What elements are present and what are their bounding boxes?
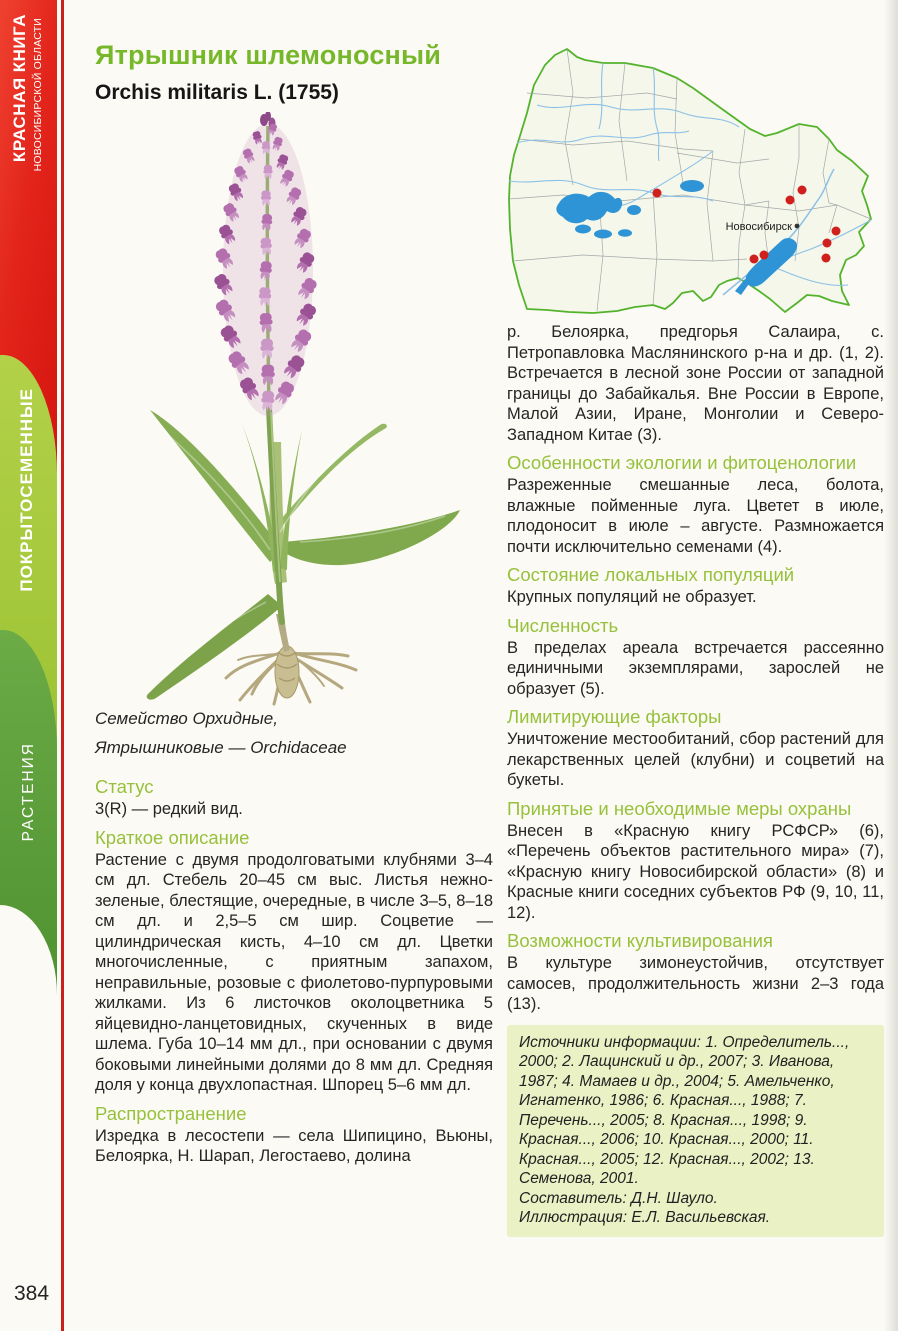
occurrence-dot <box>822 254 831 263</box>
compiler-credit: Составитель: Д.Н. Шауло. <box>519 1189 718 1207</box>
section-heading-distribution: Распространение <box>95 1102 247 1124</box>
family-line-1: Семейство Орхидные, <box>95 709 278 728</box>
right-column <box>507 322 884 1237</box>
section-heading-description: Краткое описание <box>95 826 250 848</box>
occurrence-dot <box>750 255 759 264</box>
section-body-distribution: Изредка в лесостепи — села Шипицино, Вьюны, Белоярка, Н. Шарап, Легостаево, долина <box>95 1126 493 1165</box>
section-heading-local-populations: Состояние локальных популяций <box>507 564 795 585</box>
section-body-protection-measures: Внесен в «Красную книгу РСФСР» (6), «Перечень объектов растительного мира» (7), «Красную книгу Новосибирской области» (8) и Красные книги соседних субъектов РФ (9, 10, 11, 12). <box>507 821 884 922</box>
occurrence-dot <box>653 189 662 198</box>
sidebar-category-plants: РАСТЕНИЯ <box>20 742 37 842</box>
sources-box <box>507 1025 884 1237</box>
illustrator-credit: Иллюстрация: Е.Л. Васильевская. <box>519 1209 771 1226</box>
occurrence-dot <box>798 186 807 195</box>
section-heading-status: Статус <box>95 776 154 797</box>
section-heading-ecology: Особенности экологии и фитоценологии <box>507 452 857 473</box>
section-heading-abundance: Численность <box>507 614 619 636</box>
sources-text: Источники информации: 1. Определитель..., 2000; 2. Лащинский и др., 2007; 3. Иванова, 1987; 4. Мамаев и др., 2004; 5. Амельченко, Игнатенко, 1986; 6. Красная..., 1988; 7. Перечень..., 2005; 8. Красная..., 1998; 9. Красная..., 2006; 10. Красная..., 2000; 11. Красная..., 2005; 12. Красная..., 2002; 13. Семенова, 2001. <box>519 1033 850 1187</box>
plant-tuber <box>275 646 299 698</box>
red-vertical-rule <box>61 0 64 1331</box>
plant-inflorescence <box>212 112 319 416</box>
section-body-status: 3(R) — редкий вид. <box>95 800 243 818</box>
sidebar-section-angiosperms: ПОКРЫТОСЕМЕННЫЕ <box>17 388 36 592</box>
family-line-2: Ятрышниковые — Orchidaceae <box>95 738 347 757</box>
plant-illustration <box>90 112 470 708</box>
section-body-ecology: Разреженные смешанные леса, болота, влажные пойменные луга. Цветет в июле, плодоносит в июле – августе. Размножается почти исключительно семенами (4). <box>507 476 884 556</box>
species-latin-name: Orchis militaris L. (1755) <box>95 81 339 104</box>
occurrence-dot <box>786 196 795 205</box>
city-marker <box>795 224 800 229</box>
book-subtitle-vertical: НОВОСИБИРСКОЙ ОБЛАСТИ <box>32 18 44 172</box>
occurrence-dot <box>823 239 832 248</box>
city-label: Новосибирск <box>725 221 792 233</box>
section-heading-protection-measures: Принятые и необходимые меры охраны <box>507 797 852 819</box>
left-column <box>95 704 493 1168</box>
book-title-vertical: КРАСНАЯ КНИГА <box>10 14 29 163</box>
section-body-abundance: В пределах ареала встречается рассеянно единичными экземплярами, зарослей не образует (5). <box>507 638 884 698</box>
section-body-description: Растение с двумя продолговатыми клубнями 3–4 см дл. Стебель 20–45 см выс. Листья нежно-зеленые, блестящие, очередные, в числе 3–5, 8–18 см дл. и 2,5–5 см шир. Соцветие — цилиндрическая кисть, 4–10 см дл. Цветки многочисленные, с приятным запахом, неправильные, розовые с фиолетово-пурпуровыми жилками. Из 6 листочков околоцветника 5 яйцевидно-ланцетовидных, скученных в виде шлема. Губа 10–14 мм дл., при основании с двумя боковыми линейными долями до 8 мм дл. Средняя доля у конца двухлопастная. Шпорец 5–6 мм дл. <box>95 850 493 1094</box>
species-title: Ятрышник шлемоносный <box>95 40 442 70</box>
occurrence-dot <box>832 227 841 236</box>
distribution-continuation: р. Белоярка, предгорья Салаира, с. Петропавловка Маслянинского р-на и др. (1, 2). Встречается в лесной зоне России от западной границы до Забайкалья. Вне России в Европе, Малой Азии, Иране, Монголии и Северо-Западном Китае (3). <box>507 323 884 444</box>
occurrence-dot <box>760 251 769 260</box>
section-body-cultivation: В культуре зимонеустойчив, отсутствует самосев, продолжительность жизни 2–3 года (13). <box>507 954 884 1013</box>
section-heading-limiting-factors: Лимитирующие факторы <box>507 706 722 727</box>
species-header <box>95 40 495 105</box>
range-map <box>507 33 895 318</box>
page-number: 384 <box>14 1282 50 1305</box>
section-heading-cultivation: Возможности культивирования <box>507 930 773 951</box>
section-body-limiting-factors: Уничтожение местообитаний, сбор растений для лекарственных целей (клубни) и соцветий на букеты. <box>507 730 884 789</box>
family-name <box>95 704 493 762</box>
section-body-local-populations: Крупных популяций не образует. <box>507 588 757 606</box>
